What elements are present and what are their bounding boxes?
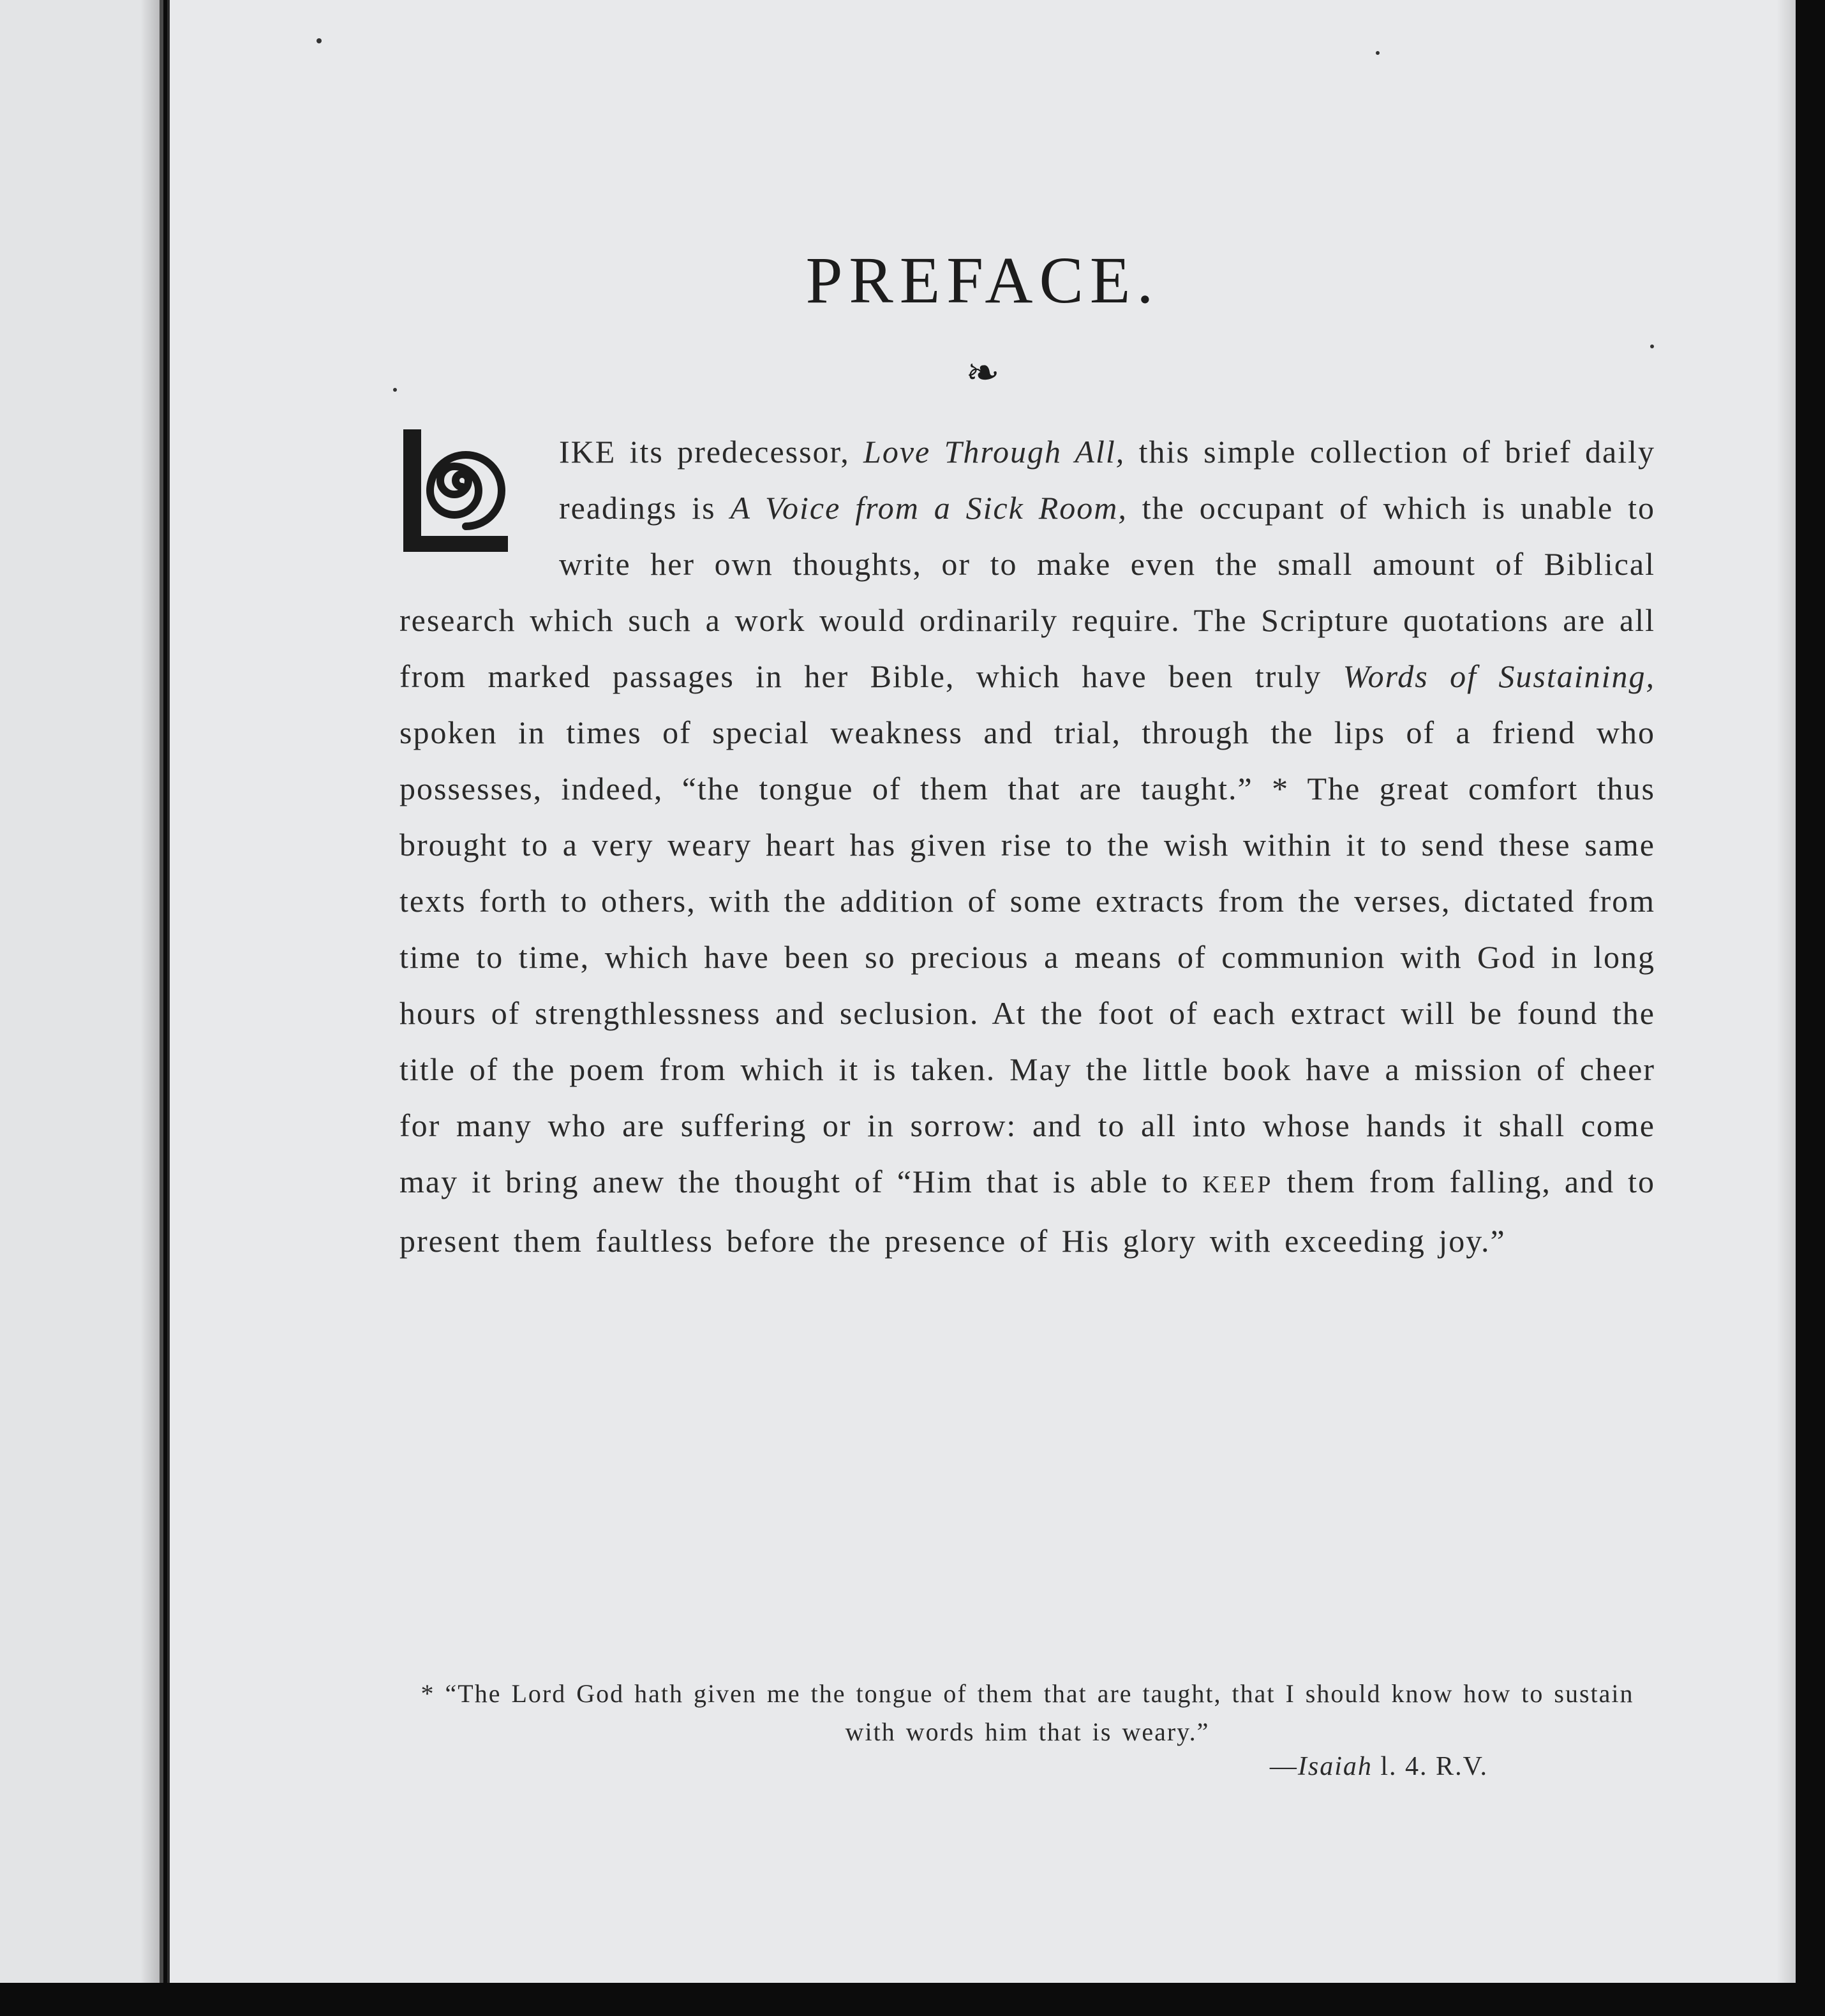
leaf-ornament-icon: ❧ (965, 350, 1000, 396)
paper-speck (393, 388, 397, 392)
source-book: Isaiah (1297, 1752, 1373, 1781)
body-line1-b: this simple collection of brief daily readings is (559, 434, 1655, 526)
title-words-of-sustaining: Words of Sustaining, (1343, 658, 1655, 694)
preface-body (399, 424, 1655, 1269)
preface-page (167, 0, 1796, 1983)
drop-cap-space (399, 424, 559, 592)
title-voice-from-sick-room: A Voice from a Sick Room, (730, 490, 1128, 526)
footnote-source (1270, 1751, 1488, 1782)
keep-word: KEEP (1202, 1171, 1274, 1198)
paper-speck (1650, 345, 1654, 348)
body-part4: them from falling, and to present them faultless before the presence of His glory with exceeding joy.” (399, 1164, 1655, 1259)
title-love-through-all: Love Through All, (863, 434, 1126, 470)
paper-speck (317, 38, 322, 43)
footnote: * “The Lord God hath given me the tongue of them that are taught, that I should know how to sustain with words him that is weary.” (421, 1679, 1634, 1746)
source-reference: l. 4. R.V. (1372, 1752, 1488, 1781)
page-title: PREFACE. (805, 244, 1160, 317)
body-line1-a: IKE its predecessor, (559, 434, 864, 470)
body-part3: spoken in times of special weakness and trial, through the lips of a friend who possesses, indeed, “the tongue of them that are taught.” * The great comfort thus brought to a very weary heart has given rise to the wish within it to send these same texts forth to others, with the addition of some extracts from the verses, dictated from time to time, which have been so precious a means of communion with God in long hours of strengthlessness and seclusion. At the foot of each extract will be found the title of the poem from which it is taken. May the little book have a mission of cheer for many who are suffering or in sorrow: and to all into whose hands it shall come may it bring anew the thought of “Him that is able to (399, 715, 1655, 1199)
body-part2: the occupant of which is unable to write her own thoughts, or to make even the small amount of Biblical research which such a work would ordinarily require. The Scripture quotations are all from marked passages in her Bible, which have been truly (399, 490, 1655, 694)
left-facing-page (0, 0, 163, 1983)
source-dash: — (1269, 1752, 1298, 1781)
paper-speck (1376, 51, 1380, 55)
gutter-shadow (140, 0, 160, 1983)
